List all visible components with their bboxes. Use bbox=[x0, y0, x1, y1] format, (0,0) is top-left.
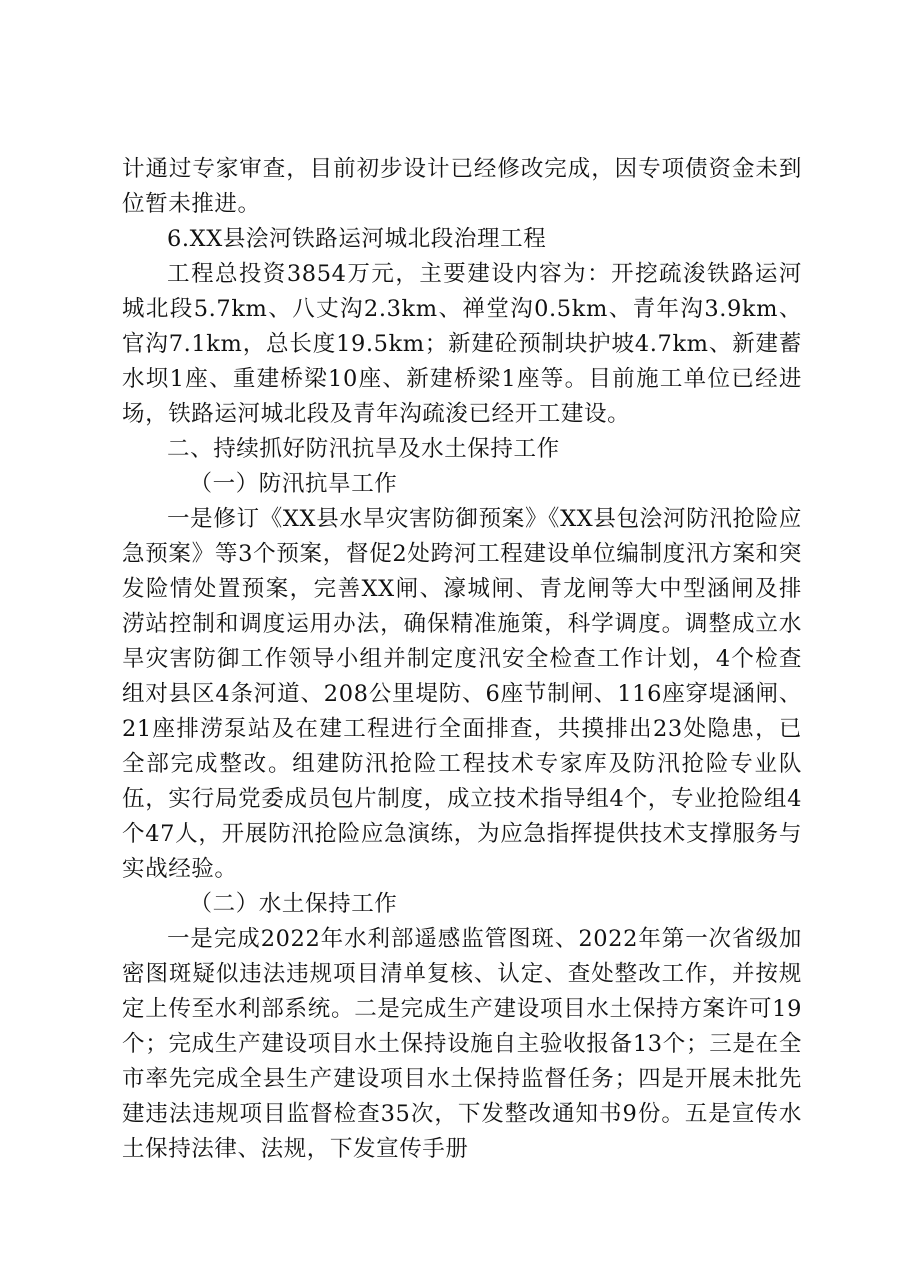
paragraph-flood-drought-detail: 一是修订《XX县水旱灾害防御预案》《XX县包浍河防汛抢险应急预案》等3个预案，督促2处跨河工程建设单位编制度汛方案和突发险情处置预案，完善XX闸、濠城闸、青龙闸等大中型涵闸及排涝站控制和调度运用办法，确保精准施策，科学调度。调整成立水旱灾害防御工作领导小组并制定度汛安全检查工作计划，4个检查组对县区4条河道、208公里堤防、6座节制闸、116座穿堤涵闸、21座排涝泵站及在建工程进行全面排查，共摸排出23处隐患，已全部完成整改。组建防汛抢险工程技术专家库及防汛抢险专业队伍，实行局党委成员包片制度，成立技术指导组4个，专业抢险组4个47人，开展防汛抢险应急演练，为应急指挥提供技术支撑服务与实战经验。 bbox=[122, 506, 802, 882]
subsection-heading-flood-drought: （一）防汛抗旱工作 bbox=[189, 471, 398, 497]
paragraph-project-6-detail: 工程总投资3854万元，主要建设内容为：开挖疏浚铁路运河城北段5.7km、八丈沟2.3km、禅堂沟0.5km、青年沟3.9km、官沟7.1km，总长度19.5km；新建砼预制块护坡4.7km、新建蓄水坝1座、重建桥梁10座、新建桥梁1座等。目前施工单位已经进场，铁路运河城北段及青年沟疏浚已经开工建设。 bbox=[122, 261, 802, 427]
document-body bbox=[122, 152, 802, 1167]
section-heading-project-6: 6.XX县浍河铁路运河城北段治理工程 bbox=[167, 226, 547, 252]
section-heading-flood-control: 二、持续抓好防汛抗旱及水土保持工作 bbox=[167, 436, 560, 462]
subsection-heading-soil-conservation: （二）水土保持工作 bbox=[189, 891, 398, 917]
paragraph-continuation: 计通过专家审查，目前初步设计已经修改完成，因专项债资金未到位暂未推进。 bbox=[122, 156, 802, 217]
paragraph-soil-conservation-detail: 一是完成2022年水利部遥感监管图斑、2022年第一次省级加密图斑疑似违法违规项目清单复核、认定、查处整改工作，并按规定上传至水利部系统。二是完成生产建设项目水土保持方案许可19个；完成生产建设项目水土保持设施自主验收报备13个；三是在全市率先完成全县生产建设项目水土保持监督任务；四是开展未批先建违法违规项目监督检查35次，下发整改通知书9份。五是宣传水土保持法律、法规，下发宣传手册 bbox=[122, 926, 802, 1162]
